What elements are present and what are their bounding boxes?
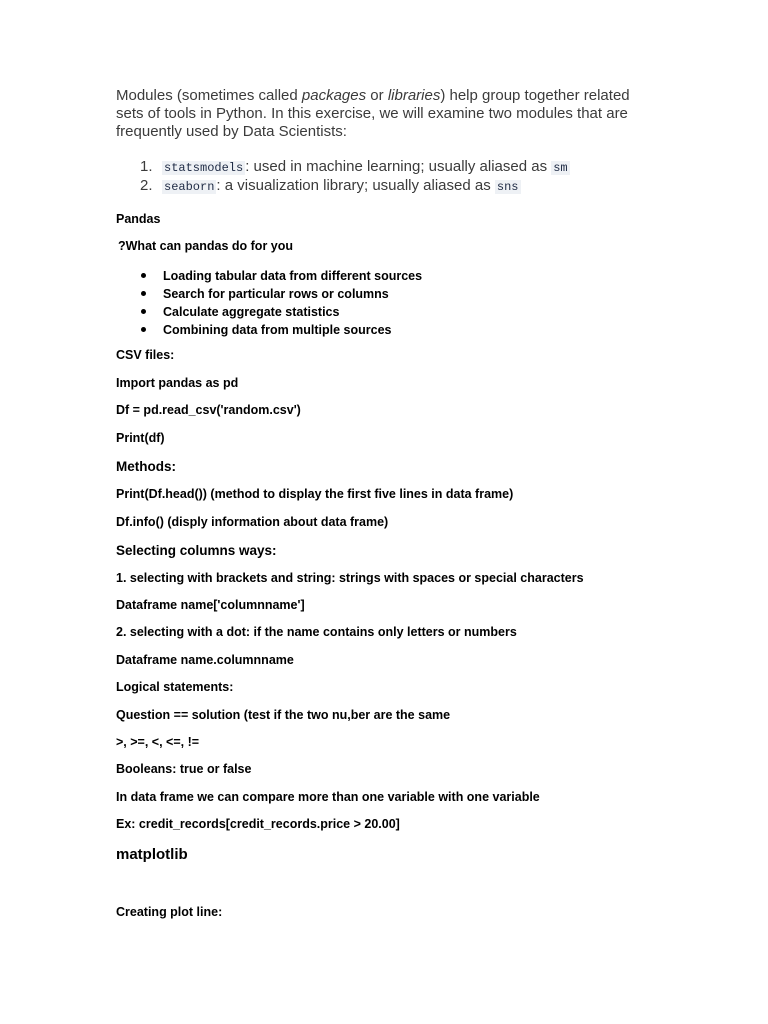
compare-line: In data frame we can compare more than one variable with one variable [116,790,540,804]
logical-equality: Question == solution (test if the two nu,ber are the same [116,708,451,722]
select-brackets: 1. selecting with brackets and string: strings with spaces or special characters [116,571,584,585]
method-info: Df.info() (disply information about data frame) [116,515,389,529]
module-description: : used in machine learning; usually aliased as [245,158,552,175]
creating-plot-heading: Creating plot line: [116,905,223,919]
code-read-csv: Df = pd.read_csv('random.csv') [116,403,301,417]
intro-paragraph [116,87,656,141]
logical-heading: Logical statements: [116,680,234,694]
select-dot-example: Dataframe name.columnname [116,653,294,667]
code-print: Print(df) [116,431,165,445]
pandas-bullets [116,267,422,339]
select-brackets-example: Dataframe name['columnname'] [116,598,305,612]
list-number: 2. [140,177,153,194]
module-description: : a visualization library; usually aliased as [216,177,495,194]
module-name: seaborn [164,180,215,194]
list-item: Combining data from multiple sources [116,321,422,339]
intro-text-2: or [366,87,388,104]
matplotlib-heading: matplotlib [116,846,188,863]
module-alias: sm [553,161,568,175]
methods-heading: Methods: [116,459,176,474]
list-item: Search for particular rows or columns [116,285,422,303]
module-name: statsmodels [164,161,244,175]
select-dot: 2. selecting with a dot: if the name contains only letters or numbers [116,625,517,639]
logical-operators: >, >=, <, <=, != [116,735,200,749]
list-number: 1. [140,158,153,175]
method-head: Print(Df.head()) (method to display the first five lines in data frame) [116,487,514,501]
list-item: Loading tabular data from different sources [116,267,422,285]
modules-list [116,158,656,196]
intro-em-packages: packages [301,87,367,104]
pandas-question: ?What can pandas do for you [118,239,294,253]
intro-text-3: ) help group together related sets of tools in Python. In this exercise, we will examine two modules that are frequently used by Data Scientists: [116,87,630,140]
csv-heading: CSV files: [116,348,175,362]
list-item: Calculate aggregate statistics [116,303,422,321]
code-import: Import pandas as pd [116,376,239,390]
list-item [116,158,656,177]
pandas-heading: Pandas [116,212,161,226]
selecting-columns-heading: Selecting columns ways: [116,543,277,558]
module-alias: sns [496,180,519,194]
intro-em-libraries: libraries [387,87,441,104]
example-line: Ex: credit_records[credit_records.price > 20.00] [116,817,400,831]
list-item [116,177,656,196]
booleans-line: Booleans: true or false [116,762,252,776]
intro-text-1: Modules (sometimes called [116,87,302,104]
